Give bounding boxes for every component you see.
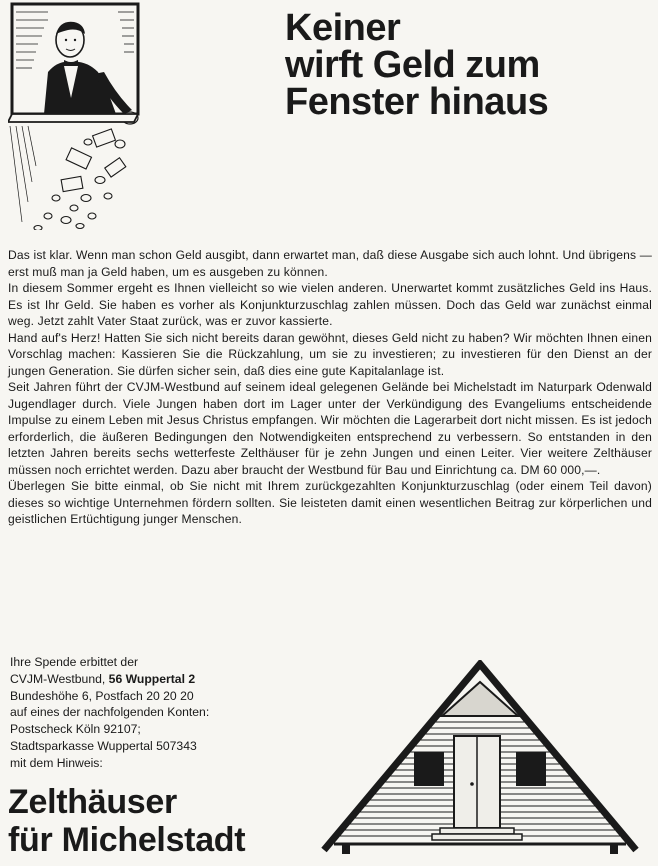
headline-line: Keiner xyxy=(285,7,401,49)
org-name: CVJM-Westbund, xyxy=(10,671,109,686)
a-frame-tent-house-illustration xyxy=(320,660,640,860)
call-to-action-title xyxy=(8,783,245,859)
appeal-line: mit dem Hinweis: xyxy=(10,755,103,770)
bank-account-line: Stadtsparkasse Wuppertal 507343 xyxy=(10,738,197,753)
appeal-address-line xyxy=(10,671,300,688)
body-paragraph: In diesem Sommer ergeht es Ihnen vielleicht so wie vielen anderen. Unerwartet kommt zusätzliches Geld ins Haus. Es ist Ihr Geld. Sie haben es vorher als Konjunkturzuschlag zahlen müssen. Doch das Geld war zunächst einmal weg. Jetzt zahlt Vater Staat zurück, was er zuvor kassierte. xyxy=(8,281,652,328)
man-throwing-money-illustration xyxy=(8,2,148,230)
headline-line: wirft Geld zum xyxy=(285,44,540,86)
donation-appeal xyxy=(10,654,300,772)
cta-line: für Michelstadt xyxy=(8,821,246,859)
appeal-line: Bundeshöhe 6, Postfach 20 20 20 xyxy=(10,688,194,703)
appeal-line: auf eines der nachfolgenden Konten: xyxy=(10,705,210,720)
org-postcode-city: 56 Wuppertal 2 xyxy=(108,671,196,686)
headline-line: Fenster hinaus xyxy=(285,81,549,123)
appeal-line: Ihre Spende erbittet der xyxy=(10,655,139,669)
body-paragraph: Seit Jahren führt der CVJM-Westbund auf seinem ideal gelegenen Gelände bei Michelstadt im Naturpark Odenwald Jugendlager durch. Viele Jungen haben dort im Lager unter der Verkündigung des Evangeliums entscheidende Impulse zu einem Leben mit Jesus Christus empfangen. Wir möchten die Lagerarbeit dort nicht missen. Es ist jedoch erforderlich, die äußeren Bedingungen den Notwendigkeiten entsprechend zu verbessern. So entstanden in den letzten Jahren bereits sechs wetterfeste Zelthäuser für je zehn Jungen und einen Leiter. Vier weitere Zelthäuser müssen noch errichtet werden. Dazu aber braucht der Westbund für Bau und Einrichtung ca. DM 60 000,—. xyxy=(8,380,652,477)
cta-line: Zelthäuser xyxy=(8,783,177,821)
body-paragraph: Hand auf's Herz! Hatten Sie sich nicht bereits daran gewöhnt, dieses Geld nicht zu haben? Wir möchten Ihnen einen Vorschlag machen: Kassieren Sie die Rückzahlung, um sie zu investieren; zu investieren für den Dienst an der jungen Generation. Sie dürfen sicher sein, daß dies eine gute Kapitalanlage ist. xyxy=(8,330,652,378)
bank-account-line: Postscheck Köln 92107; xyxy=(10,722,141,737)
headline xyxy=(285,7,645,123)
body-paragraph: Überlegen Sie bitte einmal, ob Sie nicht mit Ihrem zurückgezahlten Konjunkturzuschlag (oder einem Teil davon) dieses so wichtige Unternehmen fördern sollten. Sie leisteten damit einen wesentlichen Beitrag zur körperlichen und geistlichen Ertüchtigung junger Menschen. xyxy=(8,479,652,526)
body-text xyxy=(8,247,652,528)
body-paragraph: Das ist klar. Wenn man schon Geld ausgibt, dann erwartet man, daß diese Ausgabe sich auch lohnt. Und übrigens — erst muß man ja Geld haben, um es ausgeben zu können. xyxy=(8,248,652,279)
